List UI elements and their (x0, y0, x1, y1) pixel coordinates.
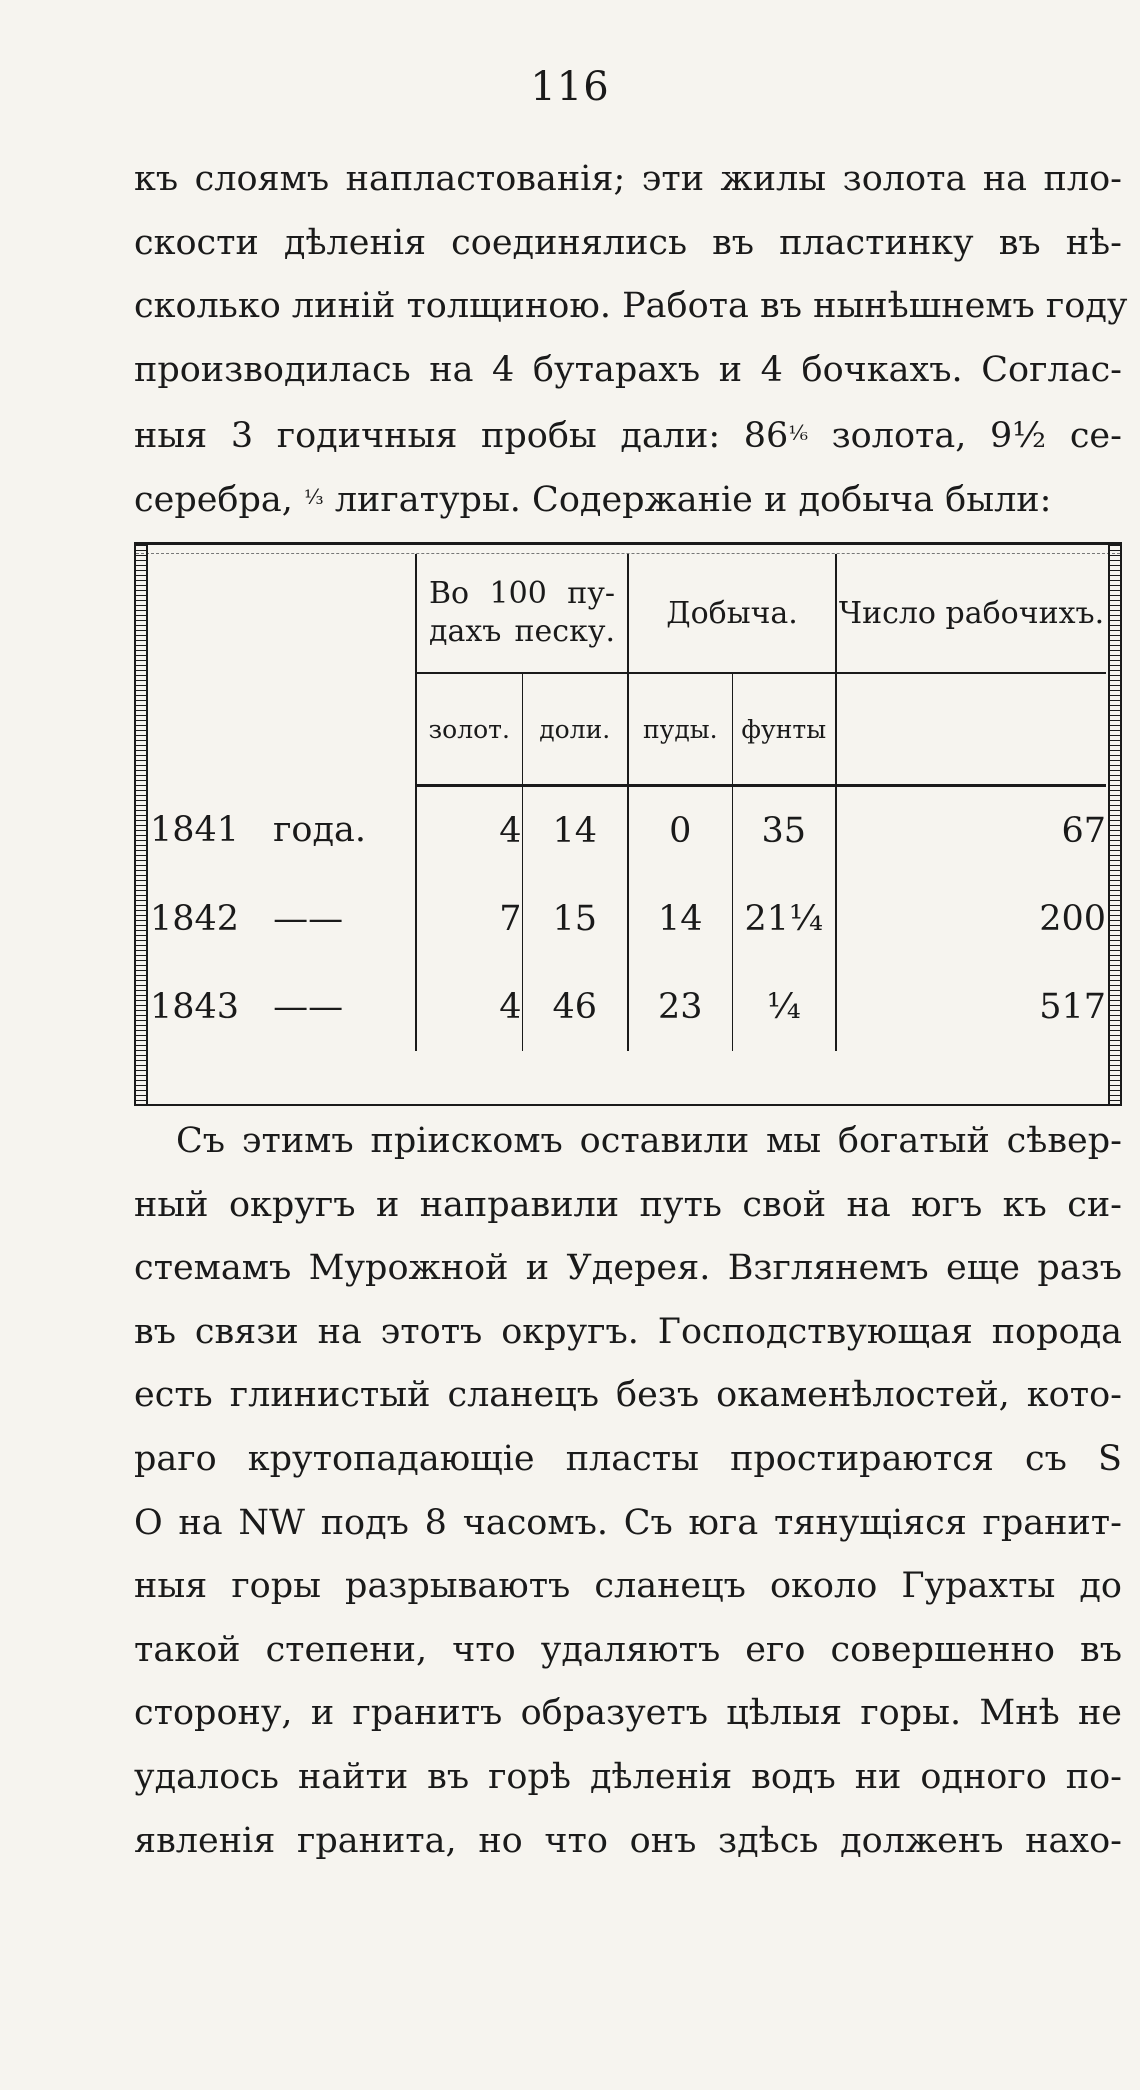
year-suffix: года. (273, 810, 367, 851)
table-row (150, 786, 1106, 876)
pud-cell: 23 (628, 963, 732, 1051)
year-value: 1843 (150, 987, 240, 1027)
per-100-header-line2: дахъ песку. (429, 614, 616, 649)
dolya-cell: 15 (522, 875, 628, 963)
table-row (150, 875, 1106, 963)
year-header-blank (150, 554, 416, 786)
dolya-cell: 14 (522, 786, 628, 876)
gold-output-table-frame (134, 542, 1122, 1106)
text-line: производилась на 4 бутарахъ и 4 бочкахъ. Соглас- (134, 349, 1122, 390)
text-line: ный округъ и направили путь свой на югъ къ си- (134, 1184, 1122, 1225)
subheader-pud: пуды. (628, 673, 732, 786)
year-value: 1841 (150, 810, 240, 851)
text-line: удалось найти въ горѣ дѣленія водъ ни одного по- (134, 1756, 1122, 1797)
silver-fraction: 9¹⁄₂ (990, 416, 1047, 457)
workers-cell: 200 (836, 875, 1106, 963)
text-line: стемамъ Мурожной и Удерея. Взглянемъ еще разъ (134, 1248, 1122, 1289)
funt-cell: 35 (732, 786, 836, 876)
funt-cell: 21¹⁄₄ (732, 875, 836, 963)
workers-cell: 67 (836, 786, 1106, 876)
text-line: сторону, и гранитъ образуетъ цѣлыя горы. Мнѣ не (134, 1693, 1122, 1734)
paragraph-intro (134, 148, 1128, 530)
text-line: сколько линій толщиною. Работа въ нынѣшнемъ году (134, 286, 1128, 327)
gold-word: золота, (831, 416, 967, 457)
subheader-dolya: доли. (522, 673, 628, 786)
per-100-puds-header (416, 554, 628, 673)
text-line: къ слоямъ напластованія; эти жилы золота на пло- (134, 159, 1122, 199)
text-line-assay (134, 402, 1122, 466)
page-number: 116 (530, 64, 610, 110)
dolya-cell: 46 (522, 963, 628, 1051)
gold-cell: 4 (416, 963, 522, 1051)
funt-cell: ¹⁄₄ (732, 963, 836, 1051)
alloy-text: лигатуры. Содержаніе и добыча были: (334, 480, 1052, 521)
text-line: въ связи на этотъ округъ. Господствующая порода (134, 1311, 1122, 1352)
text-line: ныя горы разрываютъ сланецъ около Гурахты до (134, 1566, 1122, 1607)
decorative-border-left (134, 542, 148, 1106)
workers-cell: 517 (836, 963, 1106, 1051)
year-suffix: —— (273, 987, 344, 1027)
text-line: есть глинистый сланецъ безъ окаменѣлостей, кото- (134, 1375, 1122, 1416)
pud-cell: 0 (628, 786, 732, 876)
paragraph-main (134, 1110, 1122, 1873)
silver-word-end: серебра, (134, 480, 305, 521)
text-line: раго крутопадающіе пласты простираются съ S (134, 1438, 1122, 1479)
alloy-fraction: ¹⁄₃ (304, 484, 324, 509)
text-line-alloy (134, 466, 1122, 530)
text-line: Съ этимъ пріискомъ оставили мы богатый сѣвер- (176, 1121, 1122, 1161)
output-header: Добыча. (628, 554, 836, 673)
silver-word-part: се- (1069, 416, 1122, 457)
year-cell (150, 875, 416, 963)
gold-fraction: ¹⁄₆ (788, 421, 808, 446)
gold-cell: 4 (416, 786, 522, 876)
subheader-gold: золот. (416, 673, 522, 786)
year-cell (150, 963, 416, 1051)
text-line: такой степени, что удаляютъ его совершенно въ (134, 1629, 1122, 1670)
workers-header: Число рабочихъ. (836, 554, 1106, 673)
year-cell (150, 786, 416, 876)
gold-cell: 7 (416, 875, 522, 963)
per-100-header-line1: Во 100 пу- (429, 576, 616, 611)
table-row (150, 963, 1106, 1051)
year-value: 1842 (150, 899, 240, 939)
text-line: скости дѣленія соединялись въ пластинку въ нѣ- (134, 222, 1122, 263)
decorative-border-right (1108, 542, 1122, 1106)
text-line: О на NW подъ 8 часомъ. Съ юга тянущіяся гранит- (134, 1502, 1122, 1543)
subheader-workers-blank (836, 673, 1106, 786)
gold-output-table (150, 554, 1106, 1051)
assay-lead: ныя 3 годичныя пробы дали: 86 (134, 416, 789, 457)
text-line: явленія гранита, но что онъ здѣсь долженъ нахо- (134, 1820, 1122, 1861)
pud-cell: 14 (628, 875, 732, 963)
year-suffix: —— (273, 899, 344, 939)
subheader-funt: фунты (732, 673, 836, 786)
